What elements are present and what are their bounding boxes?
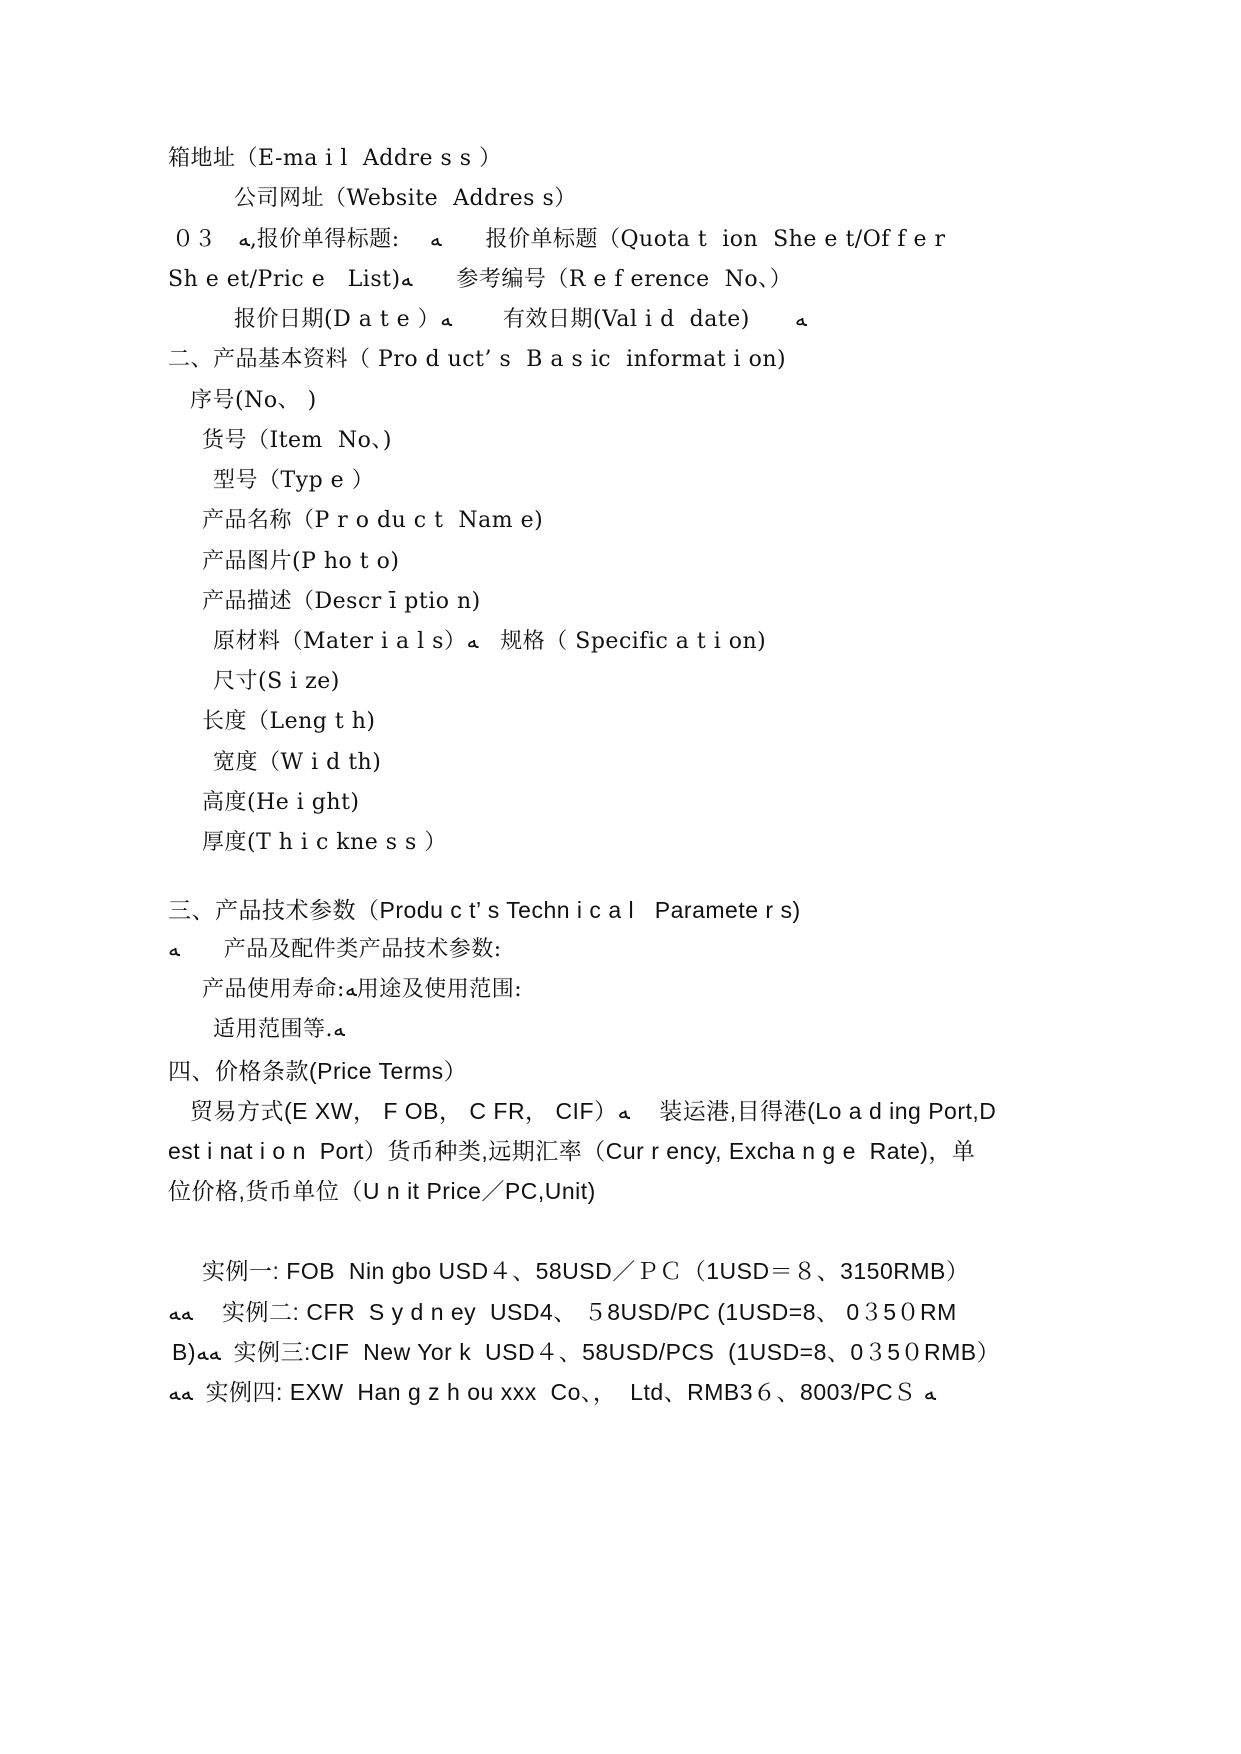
section-heading-basic-info: 二、产品基本资料（ Pro d uct’ s B a s ic informat i on) xyxy=(168,347,787,372)
materials-spec-line: 原材料（Mater i a l s）ﻪ 规格（ Specific a t i on) xyxy=(213,629,767,654)
section-heading-technical-params: 三、产品技术参数（Produ c t’ s Techn i c a l Paramete r s) xyxy=(168,897,801,923)
example-line-1: 实例一: FOB Nin gbo USD４、58USD／ＰＣ（1USD＝８、3150RMB） xyxy=(202,1258,970,1284)
quotation-title-line: ０３ ﻪ,报价单得标题: ﻪ 报价单标题（Quota t ion She e t/Of f e r xyxy=(172,227,946,252)
width-line: 宽度（W i d th) xyxy=(213,750,382,775)
product-name-line: 产品名称（P r o du c t Nam e) xyxy=(202,508,544,533)
website-address-line: 公司网址（Website Addres s） xyxy=(234,186,577,211)
trade-terms-line-1: 贸易方式(E XW， F OB， C FR， CIF）ﻪ 装运港,目得港(Lo a d ing Port,D xyxy=(190,1098,997,1124)
section-heading-price-terms: 四、价格条款(Price Terms） xyxy=(168,1058,468,1084)
date-line: 报价日期(D a t e ）ﻪ 有效日期(Val i d date) ﻪ xyxy=(234,307,807,332)
trade-terms-line-2: est i nat i o n Port）货币种类,远期汇率（Cur r ency, Excha n g e Rate)，单 xyxy=(168,1138,976,1164)
scope-line: 适用范围等.ﻪ xyxy=(213,1017,345,1042)
serial-no-line: 序号(No、 ) xyxy=(190,388,317,413)
thickness-line: 厚度(T h i c kne s s ） xyxy=(202,830,447,855)
item-no-line: 货号（Item No、) xyxy=(202,428,392,453)
service-life-line: 产品使用寿命:ﻪ用途及使用范围: xyxy=(202,977,523,1002)
tech-params-line: ﻪ 产品及配件类产品技术参数: xyxy=(168,937,502,962)
photo-line: 产品图片(P ho t o) xyxy=(202,549,400,574)
size-line: 尺寸(S i ze) xyxy=(213,669,340,694)
example-line-4: ﻪﻪ 实例四: EXW Han g z h ou xxx Co、， Ltd、RMB3６、8003/PCＳ ﻪ xyxy=(168,1379,936,1405)
example-line-3: B)ﻪﻪ 实例三:CIF New Yor k USD４、58USD/PCS (1USD=8、0３5０RMB） xyxy=(172,1339,1001,1365)
trade-terms-line-3: 位价格,货币单位（U n it Price／PC,Unit) xyxy=(168,1178,596,1204)
type-line: 型号（Typ e ） xyxy=(213,468,375,493)
description-line: 产品描述（Descr ī ptio n) xyxy=(202,589,481,614)
example-line-2: ﻪﻪ 实例二: CFR S y d n ey USD4、 ５8USD/PC (1USD=8、 0３5０RM xyxy=(168,1299,957,1325)
length-line: 长度（Leng t h) xyxy=(202,709,376,734)
reference-no-line: Sh e et/Pric e List)ﻪ 参考编号（R e f erence No、） xyxy=(168,267,793,292)
email-address-line: 箱地址（E-ma i l Addre s s ） xyxy=(168,146,502,171)
height-line: 高度(He i ght) xyxy=(202,790,360,815)
